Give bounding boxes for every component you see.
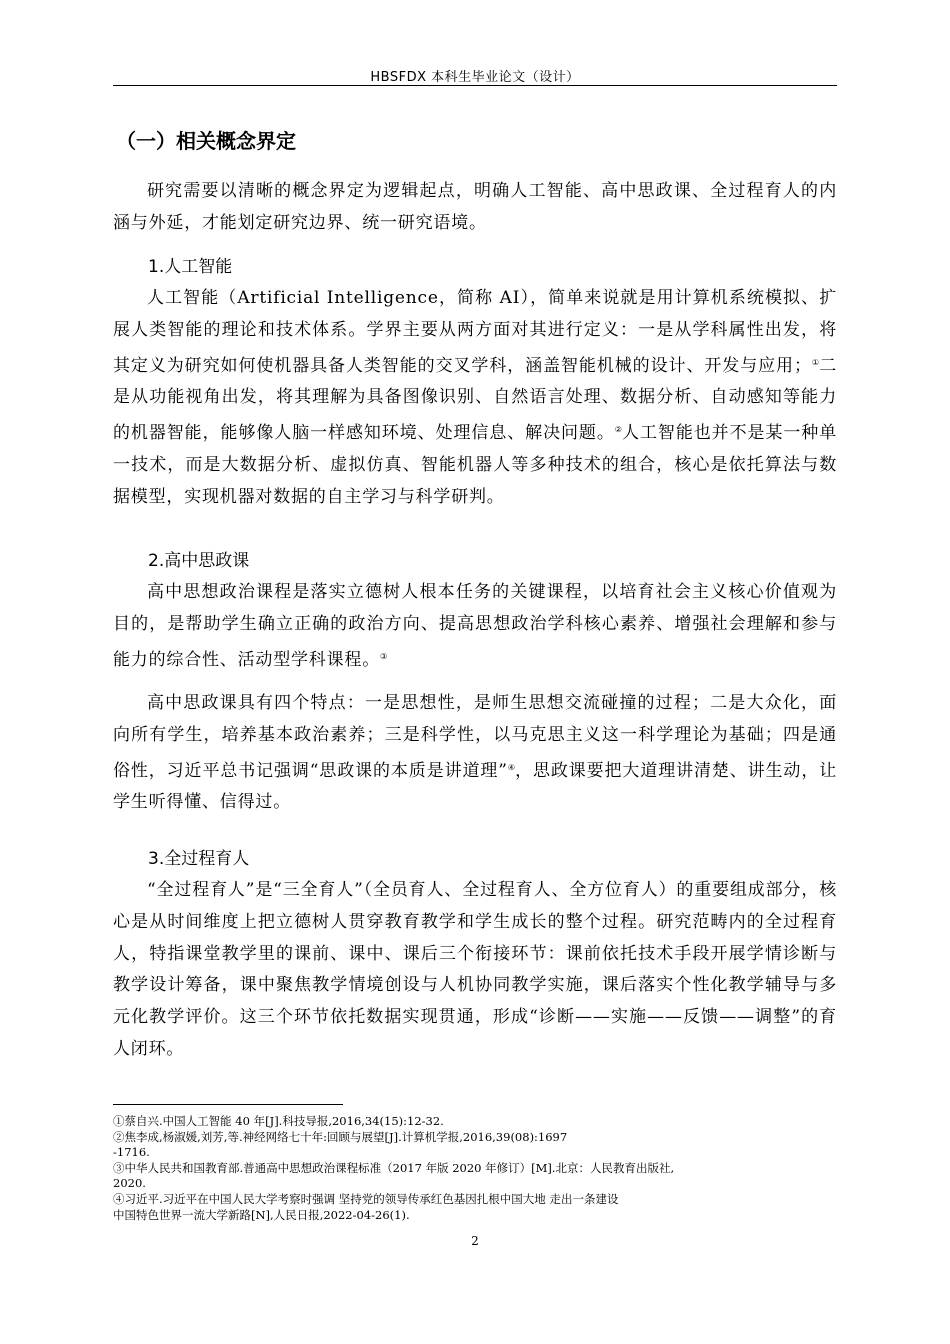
footnotes <box>113 1114 803 1223</box>
footnote-line: -1716. <box>113 1145 150 1160</box>
footnote-ref-3[interactable]: ③ <box>380 651 388 661</box>
footnote-line: 中国特色世界一流大学新路[N],人民日报,2022-04-26(1). <box>113 1207 410 1222</box>
ai-text-part2: 二是从功能视角出发，将其理解为具备图像识别、自然语言处理、数据分析、自动感知等能力的机器智能，能够像人脑一样感知环境、处理信息、解决问题。 <box>113 355 838 444</box>
course-paragraph-1 <box>113 577 837 676</box>
subheading-ai: 1.人工智能 <box>148 257 233 277</box>
course-text-1: 高中思想政治课程是落实立德树人根本任务的关键课程，以培育社会主义核心价值观为目的，是帮助学生确立正确的政治方向、提高思想政治学科核心素养、增强社会理解和参与能力的综合性、活动型学科课程。 <box>113 582 837 670</box>
ai-text-part1: 人工智能（Artificial Intelligence，简称 AI），简单来说就是用计算机系统模拟、扩展人类智能的理论和技术体系。学界主要从两方面对其进行定义：一是从学科属性出发，将其定义为研究如何使机器具备人类智能的交叉学科，涵盖智能机械的设计、开发与应用； <box>113 288 837 376</box>
page-number: 2 <box>471 1234 479 1248</box>
subheading-course: 2.高中思政课 <box>148 551 250 571</box>
course-text-2a: 高中思政课具有四个特点：一是思想性，是师生思想交流碰撞的过程；二是大众化，面向所有学生，培养基本政治素养；三是科学性，以马克思主义这一科学理论为基础；四是通俗性，习近平总书记强调“思政课的本质是讲道理” <box>113 693 837 781</box>
ai-text-part3: 人工智能也并不是某一种单一技术，而是大数据分析、虚拟仿真、智能机器人等多种技术的组合，核心是依托算法与数据模型，实现机器对数据的自主学习与科学研判。 <box>113 423 838 507</box>
header-rule <box>113 85 837 86</box>
footnote-ref-2[interactable]: ② <box>614 425 623 435</box>
section-title: （一）相关概念界定 <box>116 129 296 153</box>
page-header: HBSFDX 本科生毕业论文（设计） <box>370 70 580 85</box>
ai-paragraph <box>113 283 837 514</box>
subheading-whole-process: 3.全过程育人 <box>148 849 250 869</box>
footnote-line: ③中华人民共和国教育部.普通高中思想政治课程标准（2017 年版 2020 年修订）[M].北京：人民教育出版社, <box>113 1160 675 1175</box>
footnote-line: 2020. <box>113 1176 146 1191</box>
intro-paragraph: 研究需要以清晰的概念界定为逻辑起点，明确人工智能、高中思政课、全过程育人的内涵与外延，才能划定研究边界、统一研究语境。 <box>113 181 837 233</box>
whole-process-paragraph: “全过程育人”是“三全育人”（全员育人、全过程育人、全方位育人）的重要组成部分，核心是从时间维度上把立德树人贯穿教育教学和学生成长的整个过程。研究范畴内的全过程育人，特指课堂教学里的课前、课中、课后三个衔接环节：课前依托技术手段开展学情诊断与教学设计筹备，课中聚焦教学情境创设与人机协同教学实施，课后落实个性化教学辅导与多元化教学评价。这三个环节依托数据实现贯通，形成“诊断——实施——反馈——调整”的育人闭环。 <box>113 880 837 1059</box>
footnote-ref-1[interactable]: ① <box>811 357 820 367</box>
footnote-line: ②焦李成,杨淑媛,刘芳,等.神经网络七十年:回顾与展望[J].计算机学报,2016,39(08):1697 <box>113 1129 568 1144</box>
footnote-line: ④习近平.习近平在中国人民大学考察时强调 坚持党的领导传承红色基因扎根中国大地 走出一条建设 <box>113 1191 619 1206</box>
footnote-ref-4[interactable]: ④ <box>507 762 516 772</box>
footnote-separator <box>113 1104 343 1105</box>
footnote-line: ①蔡自兴.中国人工智能 40 年[J].科技导报,2016,34(15):12-32. <box>113 1114 444 1128</box>
course-paragraph-2 <box>113 688 837 819</box>
course-text-2b: ，思政课要把大道理讲清楚、讲生动，让学生听得懂、信得过。 <box>113 760 838 813</box>
